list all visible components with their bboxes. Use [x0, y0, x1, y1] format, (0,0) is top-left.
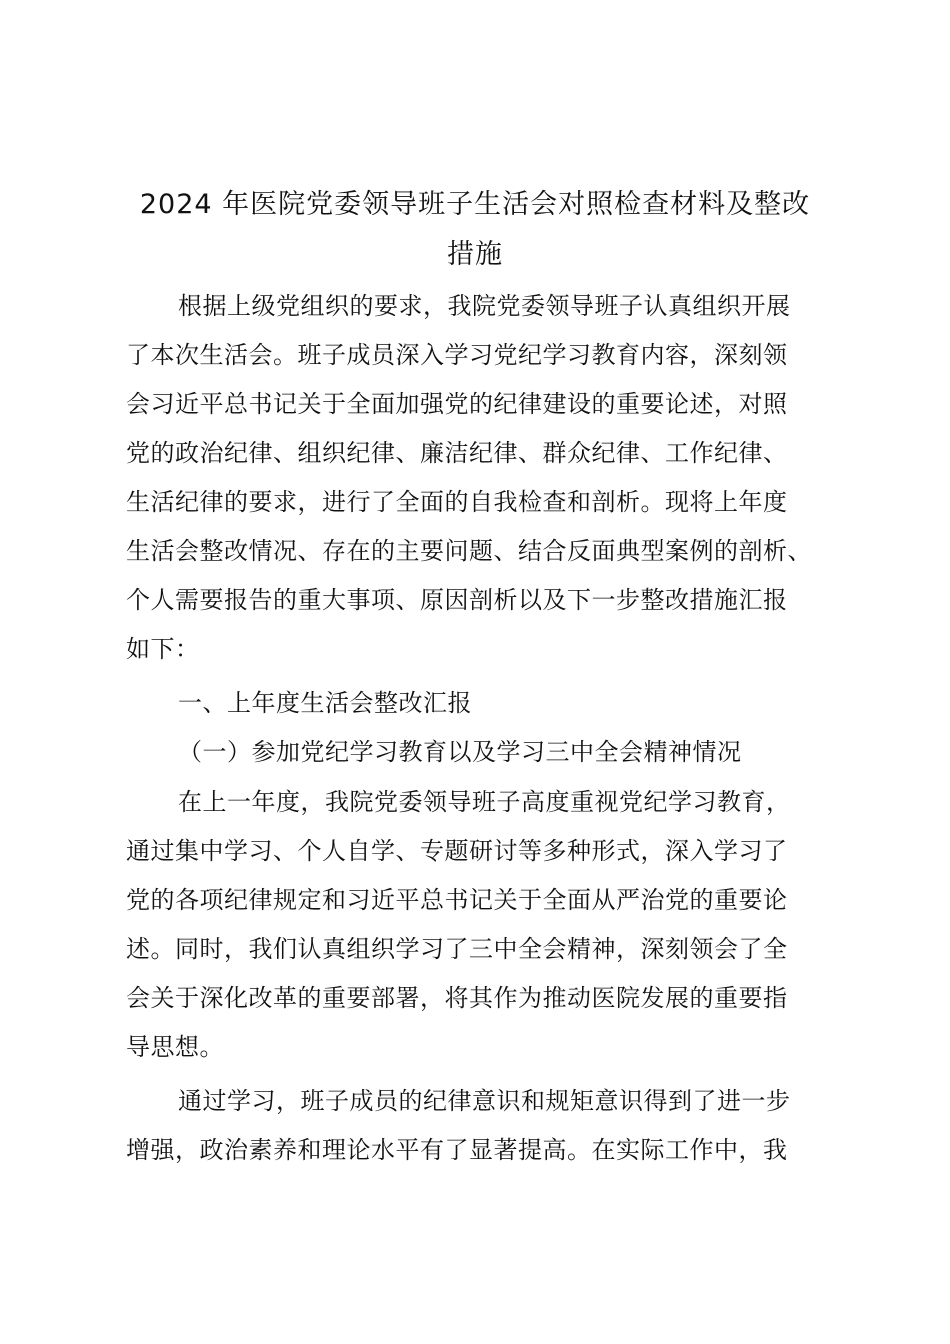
paragraph-line: 根据上级党组织的要求，我院党委领导班子认真组织开展 [178, 292, 791, 320]
section-heading: 一、上年度生活会整改汇报 [178, 689, 472, 717]
paragraph-line: 述。同时，我们认真组织学习了三中全会精神，深刻领会了全 [126, 935, 788, 963]
subsection-heading: （一）参加党纪学习教育以及学习三中全会精神情况 [178, 738, 742, 766]
paragraph-line: 党的各项纪律规定和习近平总书记关于全面从严治党的重要论 [126, 886, 788, 914]
paragraph-line: 通过学习，班子成员的纪律意识和规矩意识得到了进一步 [178, 1087, 791, 1115]
paragraph-line: 生活纪律的要求，进行了全面的自我检查和剖析。现将上年度 [126, 488, 788, 516]
paragraph-line: 了本次生活会。班子成员深入学习党纪学习教育内容，深刻领 [126, 341, 788, 369]
paragraph-line: 会关于深化改革的重要部署，将其作为推动医院发展的重要指 [126, 984, 788, 1012]
paragraph-line: 增强，政治素养和理论水平有了显著提高。在实际工作中，我 [126, 1136, 788, 1164]
paragraph-line: 党的政治纪律、组织纪律、廉洁纪律、群众纪律、工作纪律、 [126, 439, 788, 467]
paragraph-line: 通过集中学习、个人自学、专题研讨等多种形式，深入学习了 [126, 837, 788, 865]
document-title-line-2: 措施 [447, 239, 503, 270]
paragraph-line: 会习近平总书记关于全面加强党的纪律建设的重要论述，对照 [126, 390, 788, 418]
paragraph-line: 如下： [126, 635, 200, 663]
paragraph-line: 在上一年度，我院党委领导班子高度重视党纪学习教育， [178, 788, 791, 816]
paragraph-line: 个人需要报告的重大事项、原因剖析以及下一步整改措施汇报 [126, 586, 788, 614]
paragraph-line: 导思想。 [126, 1033, 224, 1061]
paragraph-line: 生活会整改情况、存在的主要问题、结合反面典型案例的剖析、 [126, 537, 812, 565]
document-title-line-1: 2024 年医院党委领导班子生活会对照检查材料及整改 [139, 189, 811, 220]
